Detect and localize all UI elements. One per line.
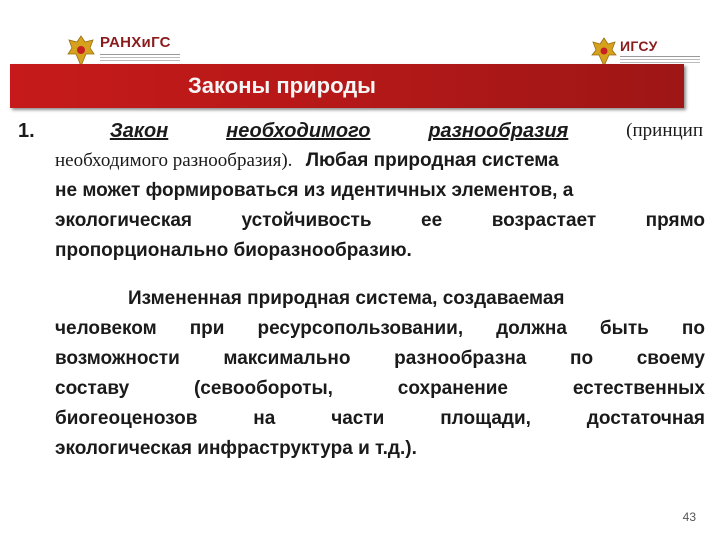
para2-line-1: Измененная природная система, создаваемая <box>128 288 565 309</box>
word: максимально <box>223 348 351 369</box>
slide-title-bar <box>10 64 684 108</box>
word: составу <box>55 378 130 399</box>
word: ее <box>421 210 443 231</box>
word: биогеоценозов <box>55 408 198 429</box>
para2-line-2 <box>55 318 705 340</box>
law-name-word-3: разнообразия <box>428 120 569 142</box>
word: экологическая <box>55 210 192 231</box>
slide-title: Законы природы <box>188 73 376 98</box>
law-heading-line <box>18 120 703 143</box>
law-principle-open: (принцип <box>626 120 703 141</box>
para2-line-3 <box>55 348 705 370</box>
law-number: 1. <box>18 120 35 142</box>
logo-right-caption-decor <box>620 55 700 63</box>
law-line-5: пропорционально биоразнообразию. <box>55 240 412 261</box>
word: части <box>331 408 385 429</box>
word: на <box>253 408 276 429</box>
word: сохранение <box>397 378 509 399</box>
word: по <box>569 348 594 369</box>
word: быть <box>599 318 649 339</box>
para2-line-6: экологическая инфраструктура и т.д.). <box>55 438 417 459</box>
law-line-1-rest: Любая природная система <box>305 150 559 171</box>
word: естественных <box>572 378 705 399</box>
word: возрастает <box>491 210 597 231</box>
law-line-3: не может формироваться из идентичных элементов, а <box>55 180 574 201</box>
word: площади, <box>440 408 531 429</box>
law-line-2 <box>55 150 559 172</box>
word: (севообороты, <box>193 378 333 399</box>
logo-left-caption-decor <box>100 53 180 61</box>
word: при <box>189 318 225 339</box>
word: по <box>681 318 705 339</box>
para2-line-5 <box>55 408 705 430</box>
law-line-4 <box>55 210 705 232</box>
page-number: 43 <box>682 510 696 524</box>
word: своему <box>636 348 705 369</box>
word: разнообразна <box>394 348 527 369</box>
ranepa-logo <box>66 34 176 68</box>
eagle-emblem-icon <box>66 34 96 68</box>
logo-right-text: ИГСУ <box>620 38 658 54</box>
word: достаточная <box>586 408 705 429</box>
word: устойчивость <box>241 210 372 231</box>
law-principle-rest: необходимого разнообразия). <box>55 150 293 171</box>
word: должна <box>496 318 567 339</box>
word: прямо <box>645 210 705 231</box>
law-name-word-2: необходимого <box>226 120 371 142</box>
word: человеком <box>55 318 157 339</box>
word: ресурсопользовании, <box>257 318 464 339</box>
word: возможности <box>55 348 180 369</box>
para2-line-4 <box>55 378 705 400</box>
logo-left-text: РАНХиГС <box>100 34 171 51</box>
law-name-word-1: Закон <box>109 120 169 142</box>
